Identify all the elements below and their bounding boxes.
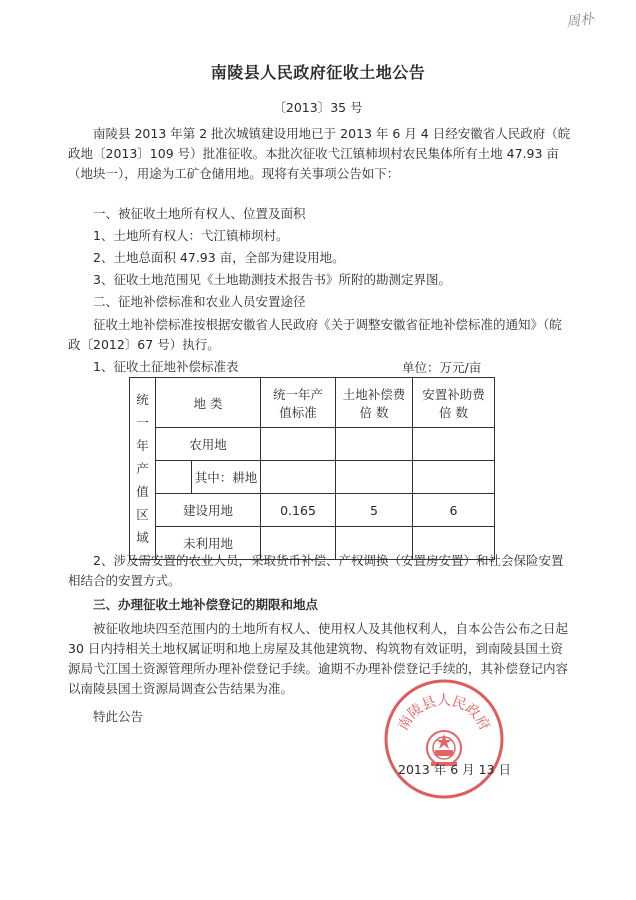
header-output-line2: 值标准 <box>279 404 317 420</box>
registration-paragraph: 被征收地块四至范围内的土地所有权人、使用权人及其他权利人，自本公告公布之日起 30 日内持相关土地权属证明和地上房屋及其他建筑物、构筑物有效证明，到南陵县国土资源局弋江国土资源管理所办理补偿登记手续。逾期不办理补偿登记手续的，其补偿登记内容以南陵县国土资源局调查公告结果为准。 <box>68 621 569 696</box>
header-output <box>261 378 336 428</box>
handwritten-note: 周朴 <box>565 11 596 31</box>
compensation-paragraph: 征收土地补偿标准按根据安徽省人民政府《关于调整安徽省征地补偿标准的通知》（皖政〔2012〕67 号）执行。 <box>68 317 562 352</box>
row-output <box>261 461 336 494</box>
row-category: 其中：耕地 <box>192 461 261 494</box>
row-resettle <box>413 428 495 461</box>
row-land <box>336 461 413 494</box>
section-2-heading: 二、征地补偿标准和农业人员安置途径 <box>93 294 306 309</box>
resettlement-paragraph: 2、涉及需安置的农业人员，采取货币补偿、产权调换（安置房安置）和社会保险安置相结合的安置方式。 <box>68 553 564 588</box>
row-category: 未利用地 <box>156 527 261 560</box>
document-number: 〔2013〕35 号 <box>273 100 363 115</box>
row-resettle: 6 <box>413 494 495 527</box>
item-3: 3、征收土地范围见《土地勘测技术报告书》所附的勘测定界图。 <box>93 272 451 287</box>
item-2: 2、土地总面积 47.93 亩，全部为建设用地。 <box>93 250 345 265</box>
header-resettle-fee <box>413 378 495 428</box>
seal-text: 南陵县人民政府 <box>395 693 493 734</box>
intro-paragraph: 南陵县 2013 年第 2 批次城镇建设用地已于 2013 年 6 月 4 日经安徽省人民政府（皖政地〔2013〕109 号）批准征收。本批次征收弋江镇柿坝村农民集体所有土地 47.93 亩（地块一），用途为工矿仓储用地。现将有关事项公告如下： <box>68 126 571 181</box>
row-land: 5 <box>336 494 413 527</box>
compensation-table <box>129 377 495 560</box>
row-output: 0.165 <box>261 494 336 527</box>
header-category: 地 类 <box>156 378 261 428</box>
table-caption: 1、征收土征地补偿标准表 <box>93 359 239 374</box>
region-label <box>130 378 156 560</box>
header-resettle-line1: 安置补助费 <box>422 386 485 402</box>
header-land-line2: 倍 数 <box>359 404 389 420</box>
row-output <box>261 428 336 461</box>
header-land-line1: 土地补偿费 <box>342 386 406 402</box>
issue-date: 2013 年 6 月 13 日 <box>398 762 512 777</box>
official-seal <box>381 676 507 802</box>
section-1-heading: 一、被征收土地所有权人、位置及面积 <box>93 206 306 221</box>
header-land-fee <box>336 378 413 428</box>
row-resettle <box>413 461 495 494</box>
section-3-heading: 三、办理征收土地补偿登记的期限和地点 <box>93 597 319 612</box>
row-indent-cell <box>156 461 192 494</box>
item-1: 1、土地所有权人：弋江镇柿坝村。 <box>93 228 289 243</box>
header-resettle-line2: 倍 数 <box>439 404 468 420</box>
region-label-text: 统 一 年 产 值 区 域 <box>136 392 149 545</box>
table-unit: 单位：万元/亩 <box>402 360 482 375</box>
row-category: 建设用地 <box>156 494 261 527</box>
page-title: 南陵县人民政府征收土地公告 <box>210 63 426 82</box>
row-category: 农用地 <box>156 428 261 461</box>
row-land <box>336 428 413 461</box>
header-output-line1: 统一年产 <box>273 386 324 402</box>
closing-text: 特此公告 <box>93 709 144 724</box>
